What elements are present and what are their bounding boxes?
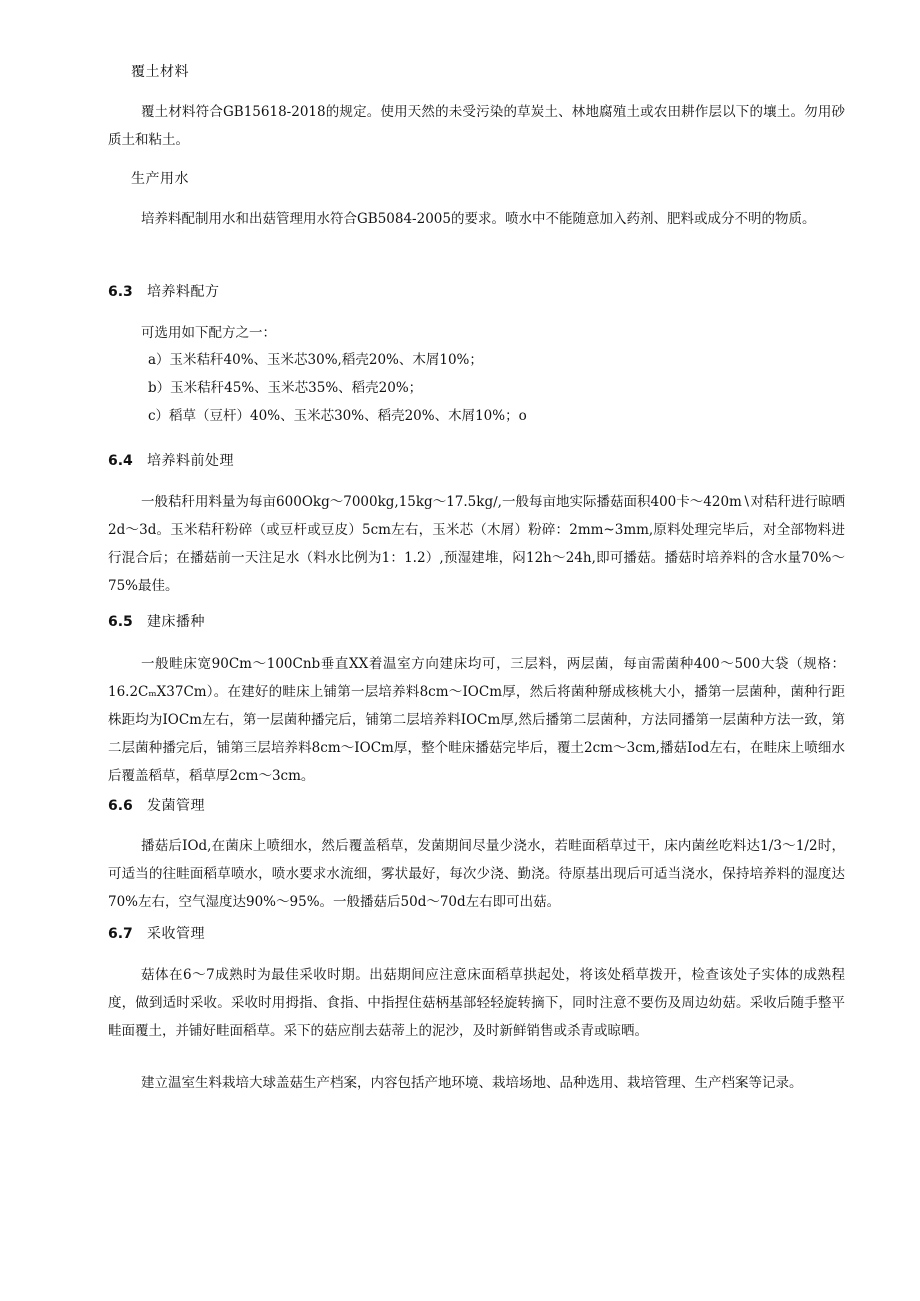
section-number: 6.6 bbox=[108, 798, 133, 814]
section-title: 发菌管理 bbox=[147, 798, 205, 814]
records-paragraph: 建立温室生料栽培大球盖菇生产档案，内容包括产地环境、栽培场地、品种选用、栽培管理、生产档案等记录。 bbox=[141, 1075, 803, 1091]
section-6-4-heading bbox=[108, 451, 234, 471]
section-6-6-heading bbox=[108, 796, 205, 816]
water-paragraph: 培养料配制用水和出菇管理用水符合GB5084-2005的要求。喷水中不能随意加入药剂、肥料或成分不明的物质。 bbox=[141, 211, 816, 227]
cover-soil-paragraph: 覆土材料符合GB15618-2018的规定。使用天然的未受污染的草炭土、林地腐殖土或农田耕作层以下的壤土。勿用砂质土和粘土。 bbox=[108, 104, 845, 148]
section-number: 6.4 bbox=[108, 453, 133, 469]
formula-item-a: a）玉米秸秆40%、玉米芯30%,稻壳20%、木屑10%； bbox=[148, 352, 483, 368]
section-number: 6.5 bbox=[108, 614, 133, 630]
section-number: 6.3 bbox=[108, 284, 133, 300]
section-title: 采收管理 bbox=[147, 926, 205, 942]
formula-intro: 可选用如下配方之一： bbox=[141, 325, 276, 341]
pretreatment-paragraph: 一般秸秆用料量为每亩600Okg～7000kg,15kg～17.5kg∕,一般每亩地实际播菇面积400卡～420m∖对秸秆进行晾晒2d～3d。玉米秸秆粉碎（或豆杆或豆皮）5cm左右，玉米芯（木屑）粉碎：2mm~3mm,原料处理完毕后，对全部物料进行混合后；在播菇前一天注足水（料水比例为1：1.2）,预湿建堆，闷12h～24h,即可播菇。播菇时培养料的含水量70%～75%最佳。 bbox=[108, 494, 845, 594]
section-title: 培养料前处理 bbox=[147, 453, 234, 469]
water-heading: 生产用水 bbox=[131, 171, 189, 187]
section-title: 培养料配方 bbox=[147, 284, 220, 300]
section-6-5-heading bbox=[108, 612, 205, 632]
harvest-paragraph: 菇体在6～7成熟时为最佳采收时期。出菇期间应注意床面稻草拱起处，将该处稻草拨开，检查该处子实体的成熟程度，做到适时采收。采收时用拇指、食指、中指捏住菇柄基部轻轻旋转摘下，同时注意不要伤及周边幼菇。采收后随手整平畦面覆土，并铺好畦面稻草。采下的菇应削去菇蒂上的泥沙，及时新鲜销售或杀青或晾晒。 bbox=[108, 967, 845, 1039]
section-number: 6.7 bbox=[108, 926, 133, 942]
formula-item-b: b）玉米秸秆45%、玉米芯35%、稻壳20%； bbox=[148, 380, 423, 396]
section-title: 建床播种 bbox=[147, 614, 205, 630]
formula-item-c: c）稻草（豆杆）40%、玉米芯30%、稻壳20%、木屑10%；o bbox=[148, 408, 527, 424]
spawn-management-paragraph: 播菇后IOd,在菌床上喷细水，然后覆盖稻草，发菌期间尽量少浇水，若畦面稻草过干，床内菌丝吃料达1/3～1/2时，可适当的往畦面稻草喷水，喷水要求水流细，雾状最好，每次少浇、勤浇。待原基出现后可适当浇水，保持培养料的湿度达70%左右，空气湿度达90%～95%。一般播菇后50d～70d左右即可出菇。 bbox=[108, 838, 845, 910]
bed-sowing-paragraph: 一般畦床宽90Cm～100Cnb垂直XX着温室方向建床均可，三层料，两层菌，每亩需菌种400～500大袋（规格：16.2CₘX37Cm）。在建好的畦床上铺第一层培养料8cm～IOCm厚，然后将菌种掰成核桃大小，播第一层菌种，菌种行距株距均为IOCm左右，第一层菌种播完后，铺第二层培养料IOCm厚,然后播第二层菌种，方法同播第一层菌种方法一致，第二层菌种播完后，铺第三层培养料8cm～IOCm厚，整个畦床播菇完毕后，覆土2cm～3cm,播菇Iod左右，在畦床上喷细水后覆盖稻草，稻草厚2cm～3cm。 bbox=[108, 656, 845, 784]
cover-soil-heading: 覆土材料 bbox=[131, 64, 189, 80]
section-6-3-heading bbox=[108, 282, 220, 302]
section-6-7-heading bbox=[108, 924, 205, 944]
